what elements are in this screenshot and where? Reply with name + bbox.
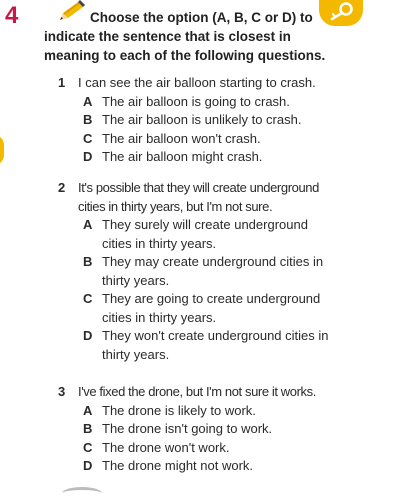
option-text: They won't create underground cities in — [102, 328, 329, 343]
option-text: The drone isn't going to work. — [102, 421, 273, 436]
stem-line: I've fixed the drone, but I'm not sure it works. — [78, 384, 316, 399]
question-stem — [54, 74, 354, 93]
question-number: 1 — [58, 75, 66, 90]
option-a[interactable] — [54, 402, 354, 421]
option-b[interactable] — [54, 111, 354, 130]
question-number: 2 — [58, 180, 65, 195]
option-letter: B — [83, 112, 93, 127]
option-letter: D — [83, 149, 93, 164]
option-d[interactable] — [54, 457, 354, 476]
instruction-line-1: Choose the option (A, B, C or D) to — [90, 10, 313, 25]
page-edge-marker — [0, 135, 4, 165]
option-letter: A — [83, 402, 93, 418]
option-letter: B — [83, 254, 93, 269]
option-letter: B — [83, 421, 93, 436]
option-c[interactable] — [54, 290, 354, 327]
option-text: The air balloon might crash. — [102, 149, 263, 164]
option-text: The drone won't work. — [102, 439, 230, 455]
question-3 — [54, 383, 354, 476]
option-text: They are going to create underground — [102, 291, 321, 306]
option-text: cities in thirty years. — [102, 309, 217, 325]
question-stem — [54, 383, 354, 402]
option-b[interactable] — [54, 253, 354, 290]
option-d[interactable] — [54, 148, 354, 167]
option-c[interactable] — [54, 130, 354, 149]
option-letter: A — [83, 93, 93, 109]
exercise-instruction — [44, 8, 344, 65]
option-text: They may create underground cities in — [102, 254, 324, 269]
option-text: thirty years. — [102, 346, 170, 362]
option-letter: D — [83, 458, 93, 473]
instruction-line-3: meaning to each of the following questions. — [44, 48, 326, 63]
option-letter: C — [83, 130, 93, 146]
stem-line: cities in thirty years, but I'm not sure. — [78, 198, 273, 214]
question-1 — [54, 74, 354, 167]
option-b[interactable] — [54, 420, 354, 439]
option-text: thirty years. — [102, 272, 170, 288]
exercise-number: 4 — [5, 2, 19, 29]
instruction-line-2: indicate the sentence that is closest in — [44, 29, 291, 44]
option-text: They surely will create underground — [102, 217, 308, 232]
option-a[interactable] — [54, 93, 354, 112]
question-2 — [54, 179, 354, 364]
stem-line: I can see the air balloon starting to crash. — [78, 75, 316, 90]
option-letter: D — [83, 328, 93, 343]
option-text: The drone is likely to work. — [102, 402, 256, 418]
stem-line: It's possible that they will create underground — [78, 180, 319, 195]
question-number: 3 — [58, 384, 65, 399]
option-text: The air balloon is unlikely to crash. — [102, 112, 302, 127]
option-text: cities in thirty years. — [102, 235, 217, 251]
option-d[interactable] — [54, 327, 354, 364]
page-decoration — [62, 487, 102, 500]
option-a[interactable] — [54, 216, 354, 253]
option-text: The drone might not work. — [102, 458, 254, 473]
option-letter: C — [83, 291, 93, 306]
option-letter: C — [83, 439, 93, 455]
option-text: The air balloon won't crash. — [102, 130, 261, 146]
option-c[interactable] — [54, 439, 354, 458]
option-text: The air balloon is going to crash. — [102, 93, 290, 109]
option-letter: A — [83, 217, 93, 232]
question-stem — [54, 179, 354, 216]
